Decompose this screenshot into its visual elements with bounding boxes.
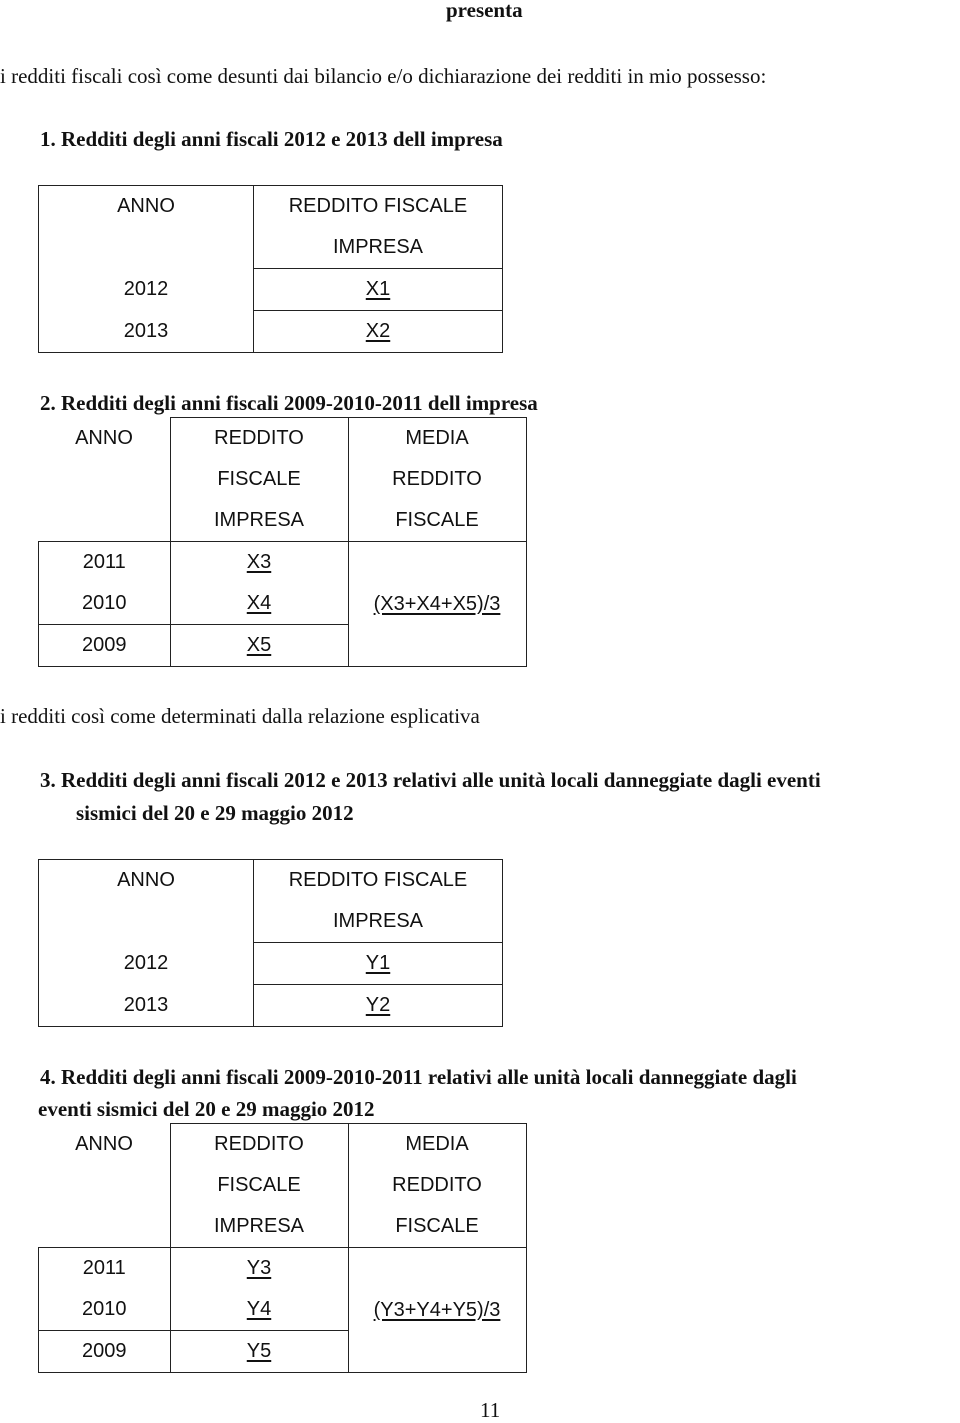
- table-cell-anno: 2010: [39, 583, 171, 625]
- table-cell-value: X2: [254, 311, 503, 353]
- table-cell-value: Y3: [170, 1248, 348, 1290]
- table-cell-anno: 2012: [39, 269, 254, 311]
- media-value-cell: (X3+X4+X5)/3: [348, 542, 526, 667]
- table-cell-anno: 2009: [39, 1331, 171, 1373]
- section-1-table: [38, 185, 503, 353]
- col-anno-header: ANNO: [75, 426, 133, 449]
- col-reddito-header: REDDITO FISCALE IMPRESA: [254, 186, 503, 269]
- section-2-title: 2. Redditi degli anni fiscali 2009-2010-2011 dell impresa: [40, 391, 538, 415]
- note-text: i redditi così come determinati dalla relazione esplicativa: [0, 704, 480, 728]
- col-reddito-header: REDDITO FISCALE IMPRESA: [170, 418, 348, 542]
- table-cell-value: Y2: [254, 985, 503, 1027]
- section-3-title-line2: sismici del 20 e 29 maggio 2012: [76, 801, 354, 825]
- table-cell-anno: 2013: [39, 985, 254, 1027]
- page-heading: presenta: [446, 0, 523, 22]
- col-anno-header: ANNO: [39, 860, 254, 943]
- table-cell-value: X4: [170, 583, 348, 625]
- table-cell-value: X5: [170, 625, 348, 667]
- table-cell-anno: 2011: [39, 1248, 171, 1290]
- table-cell-value: Y1: [254, 943, 503, 985]
- table-cell-value: X3: [170, 542, 348, 584]
- table-cell-anno: 2012: [39, 943, 254, 985]
- table-cell-anno: 2011: [39, 542, 171, 584]
- section-2-table: [38, 417, 527, 667]
- section-4-title-line2: eventi sismici del 20 e 29 maggio 2012: [38, 1097, 375, 1121]
- section-1-title: 1. Redditi degli anni fiscali 2012 e 2013 dell impresa: [40, 127, 503, 151]
- col-anno-header: ANNO: [75, 1132, 133, 1155]
- section-3-table: [38, 859, 503, 1027]
- col-media-header: MEDIA REDDITO FISCALE: [348, 418, 526, 542]
- section-4-title-line1: 4. Redditi degli anni fiscali 2009-2010-2011 relativi alle unità locali danneggiate dagli: [40, 1065, 797, 1089]
- table-cell-anno: 2010: [39, 1289, 171, 1331]
- intro-text: i redditi fiscali così come desunti dai bilancio e/o dichiarazione dei redditi in mio possesso:: [0, 64, 767, 88]
- col-reddito-header: REDDITO FISCALE IMPRESA: [170, 1124, 348, 1248]
- col-reddito-header: REDDITO FISCALE IMPRESA: [254, 860, 503, 943]
- table-cell-anno: 2013: [39, 311, 254, 353]
- section-3-title-line1: 3. Redditi degli anni fiscali 2012 e 2013 relativi alle unità locali danneggiate dagli eventi: [40, 768, 821, 792]
- page-number: 11: [480, 1398, 501, 1422]
- media-value-cell: (Y3+Y4+Y5)/3: [348, 1248, 526, 1373]
- table-cell-value: X1: [254, 269, 503, 311]
- col-anno-header: ANNO: [39, 186, 254, 269]
- table-cell-value: Y4: [170, 1289, 348, 1331]
- table-cell-value: Y5: [170, 1331, 348, 1373]
- table-cell-anno: 2009: [39, 625, 171, 667]
- section-4-table: [38, 1123, 527, 1373]
- col-media-header: MEDIA REDDITO FISCALE: [348, 1124, 526, 1248]
